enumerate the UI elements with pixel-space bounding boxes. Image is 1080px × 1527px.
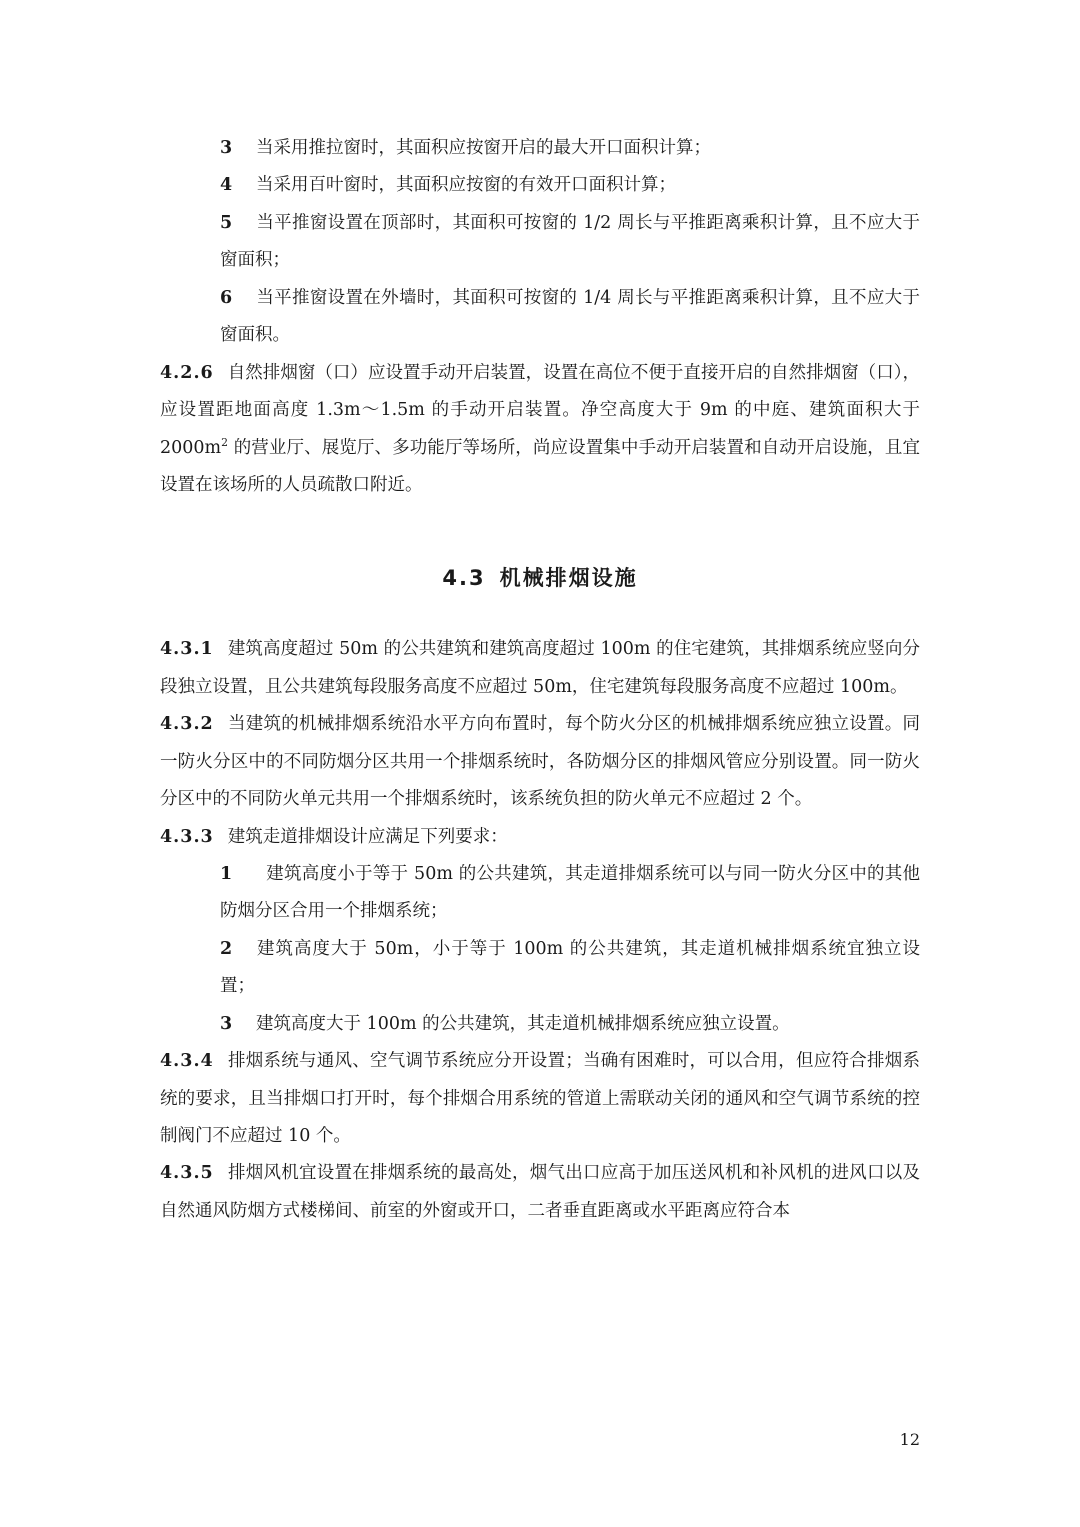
section-number: 4.3	[442, 566, 486, 591]
list-item-marker: 3	[220, 138, 233, 158]
section-title-text: 机械排烟设施	[499, 566, 638, 591]
clause-4-3-4	[160, 1043, 920, 1155]
clause-text: 建筑高度超过 50m 的公共建筑和建筑高度超过 100m 的住宅建筑，其排烟系统应竖向分段独立设置，且公共建筑每段服务高度不应超过 50m，住宅建筑每段服务高度不应超过 100m。	[160, 639, 920, 697]
list-item-text: 当采用推拉窗时，其面积应按窗开启的最大开口面积计算；	[256, 138, 711, 158]
page-content	[160, 130, 920, 1230]
clause-number: 4.3.4	[160, 1051, 214, 1072]
clause-text: 建筑走道排烟设计应满足下列要求：	[227, 826, 508, 847]
list-item-text: 当平推窗设置在顶部时，其面积可按窗的 1/2 周长与平推距离乘积计算，且不应大于窗面积；	[220, 212, 920, 271]
clause-4-3-2	[160, 706, 920, 818]
clause-text: 排烟风机宜设置在排烟系统的最高处，烟气出口应高于加压送风机和补风机的进风口以及自然通风防烟方式楼梯间、前室的外窗或开口，二者垂直距离或水平距离应符合本	[160, 1163, 920, 1221]
clause-4-3-3	[160, 819, 920, 856]
clause-text-part2: 的营业厅、展览厅、多功能厅等场所，尚应设置集中手动开启装置和自动开启设施，且宜设置在该场所的人员疏散口附近。	[160, 437, 920, 495]
list-item	[160, 167, 920, 204]
section-heading	[160, 556, 920, 601]
list-item	[160, 205, 920, 280]
list-item-text: 建筑高度小于等于 50m 的公共建筑，其走道排烟系统可以与同一防火分区中的其他防烟分区合用一个排烟系统；	[220, 863, 920, 922]
clause-4-3-5	[160, 1155, 920, 1230]
list-item-marker: 3	[220, 1013, 233, 1034]
clause-number: 4.2.6	[160, 362, 214, 383]
list-item-marker: 2	[220, 938, 233, 959]
list-item	[160, 931, 920, 1006]
superscript-unit: 2	[221, 435, 229, 449]
list-item-marker: 5	[220, 212, 233, 233]
list-item	[160, 280, 920, 355]
list-item-text: 建筑高度大于 100m 的公共建筑，其走道机械排烟系统应独立设置。	[256, 1013, 790, 1034]
list-item-text: 当采用百叶窗时，其面积应按窗的有效开口面积计算；	[256, 175, 676, 196]
list-item	[160, 856, 920, 931]
clause-number: 4.3.1	[160, 639, 214, 660]
clause-4-3-1	[160, 631, 920, 706]
clause-text-part1: 自然排烟窗（口）应设置手动开启装置，设置在高位不便于直接开启的自然排烟窗（口），应设置距地面高度 1.3m～1.5m 的手动开启装置。净空高度大于 9m 的中庭、建筑面积大于 2000m	[160, 362, 920, 458]
clause-text: 当建筑的机械排烟系统沿水平方向布置时，每个防火分区的机械排烟系统应独立设置。同一防火分区中的不同防烟分区共用一个排烟系统时，各防烟分区的排烟风管应分别设置。同一防火分区中的不同防火单元共用一个排烟系统时，该系统负担的防火单元不应超过 2 个。	[160, 714, 920, 810]
list-item-marker: 1	[220, 863, 233, 884]
list-item-marker: 6	[220, 287, 233, 308]
list-item-text: 当平推窗设置在外墙时，其面积可按窗的 1/4 周长与平推距离乘积计算，且不应大于窗面积。	[220, 287, 920, 346]
list-item-text: 建筑高度大于 50m，小于等于 100m 的公共建筑，其走道机械排烟系统宜独立设置；	[220, 938, 920, 997]
list-item	[160, 130, 920, 167]
clause-4-2-6	[160, 355, 920, 505]
list-item	[160, 1006, 920, 1043]
clause-number: 4.3.5	[160, 1163, 214, 1184]
clause-number: 4.3.2	[160, 714, 214, 735]
clause-number: 4.3.3	[160, 826, 214, 847]
list-item-marker: 4	[220, 175, 233, 196]
clause-text: 排烟系统与通风、空气调节系统应分开设置；当确有困难时，可以合用，但应符合排烟系统的要求，且当排烟口打开时，每个排烟合用系统的管道上需联动关闭的通风和空气调节系统的控制阀门不应超过 10 个。	[160, 1051, 920, 1146]
page-number: 12	[899, 1430, 920, 1449]
